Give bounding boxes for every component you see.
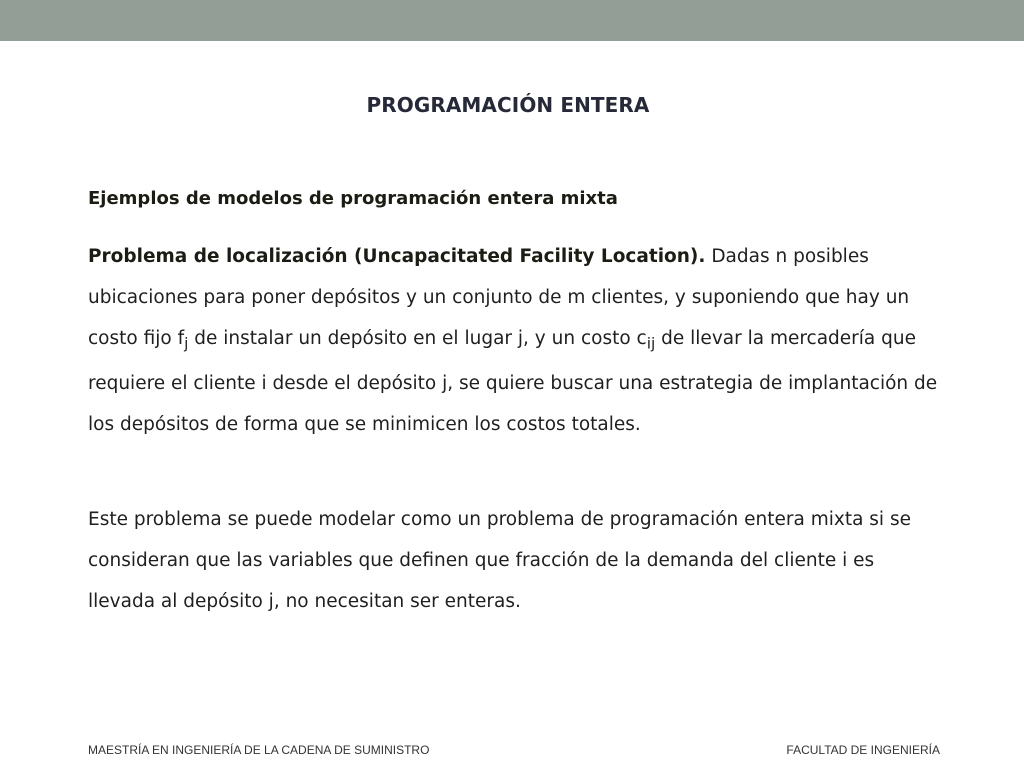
footer-faculty: FACULTAD DE INGENIERÍA <box>786 743 940 757</box>
paragraph-location-problem <box>88 237 938 446</box>
paragraph-lead: Problema de localización (Uncapacitated Facility Location). <box>88 246 706 267</box>
paragraph-mixed-integer: Este problema se puede modelar como un problema de programación entera mixta si se consideran que las variables que definen que fracción de la demanda del cliente i es llevada al depósito j, no necesitan ser enteras. <box>88 509 911 612</box>
subscript-ij: ij <box>646 334 656 353</box>
paragraph-text-a: Dadas n posibles ubicaciones para poner depósitos y un conjunto de m clientes, y suponiendo que hay un costo fijo f <box>88 246 910 349</box>
top-banner <box>0 0 1024 41</box>
slide-title: PROGRAMACIÓN ENTERA <box>366 93 650 117</box>
paragraph-text-c: de llevar la mercadería que requiere el cliente i desde el depósito j, se quiere buscar una estrategia de implantación de los depósitos de forma que se minimicen los costos totales. <box>88 327 938 435</box>
paragraph-text-b: de instalar un depósito en el lugar j, y un costo c <box>188 327 647 349</box>
section-subtitle: Ejemplos de modelos de programación entera mixta <box>88 188 618 209</box>
footer-program: MAESTRÍA EN INGENIERÍA DE LA CADENA DE SUMINISTRO <box>88 743 430 757</box>
subscript-j: j <box>184 334 189 353</box>
